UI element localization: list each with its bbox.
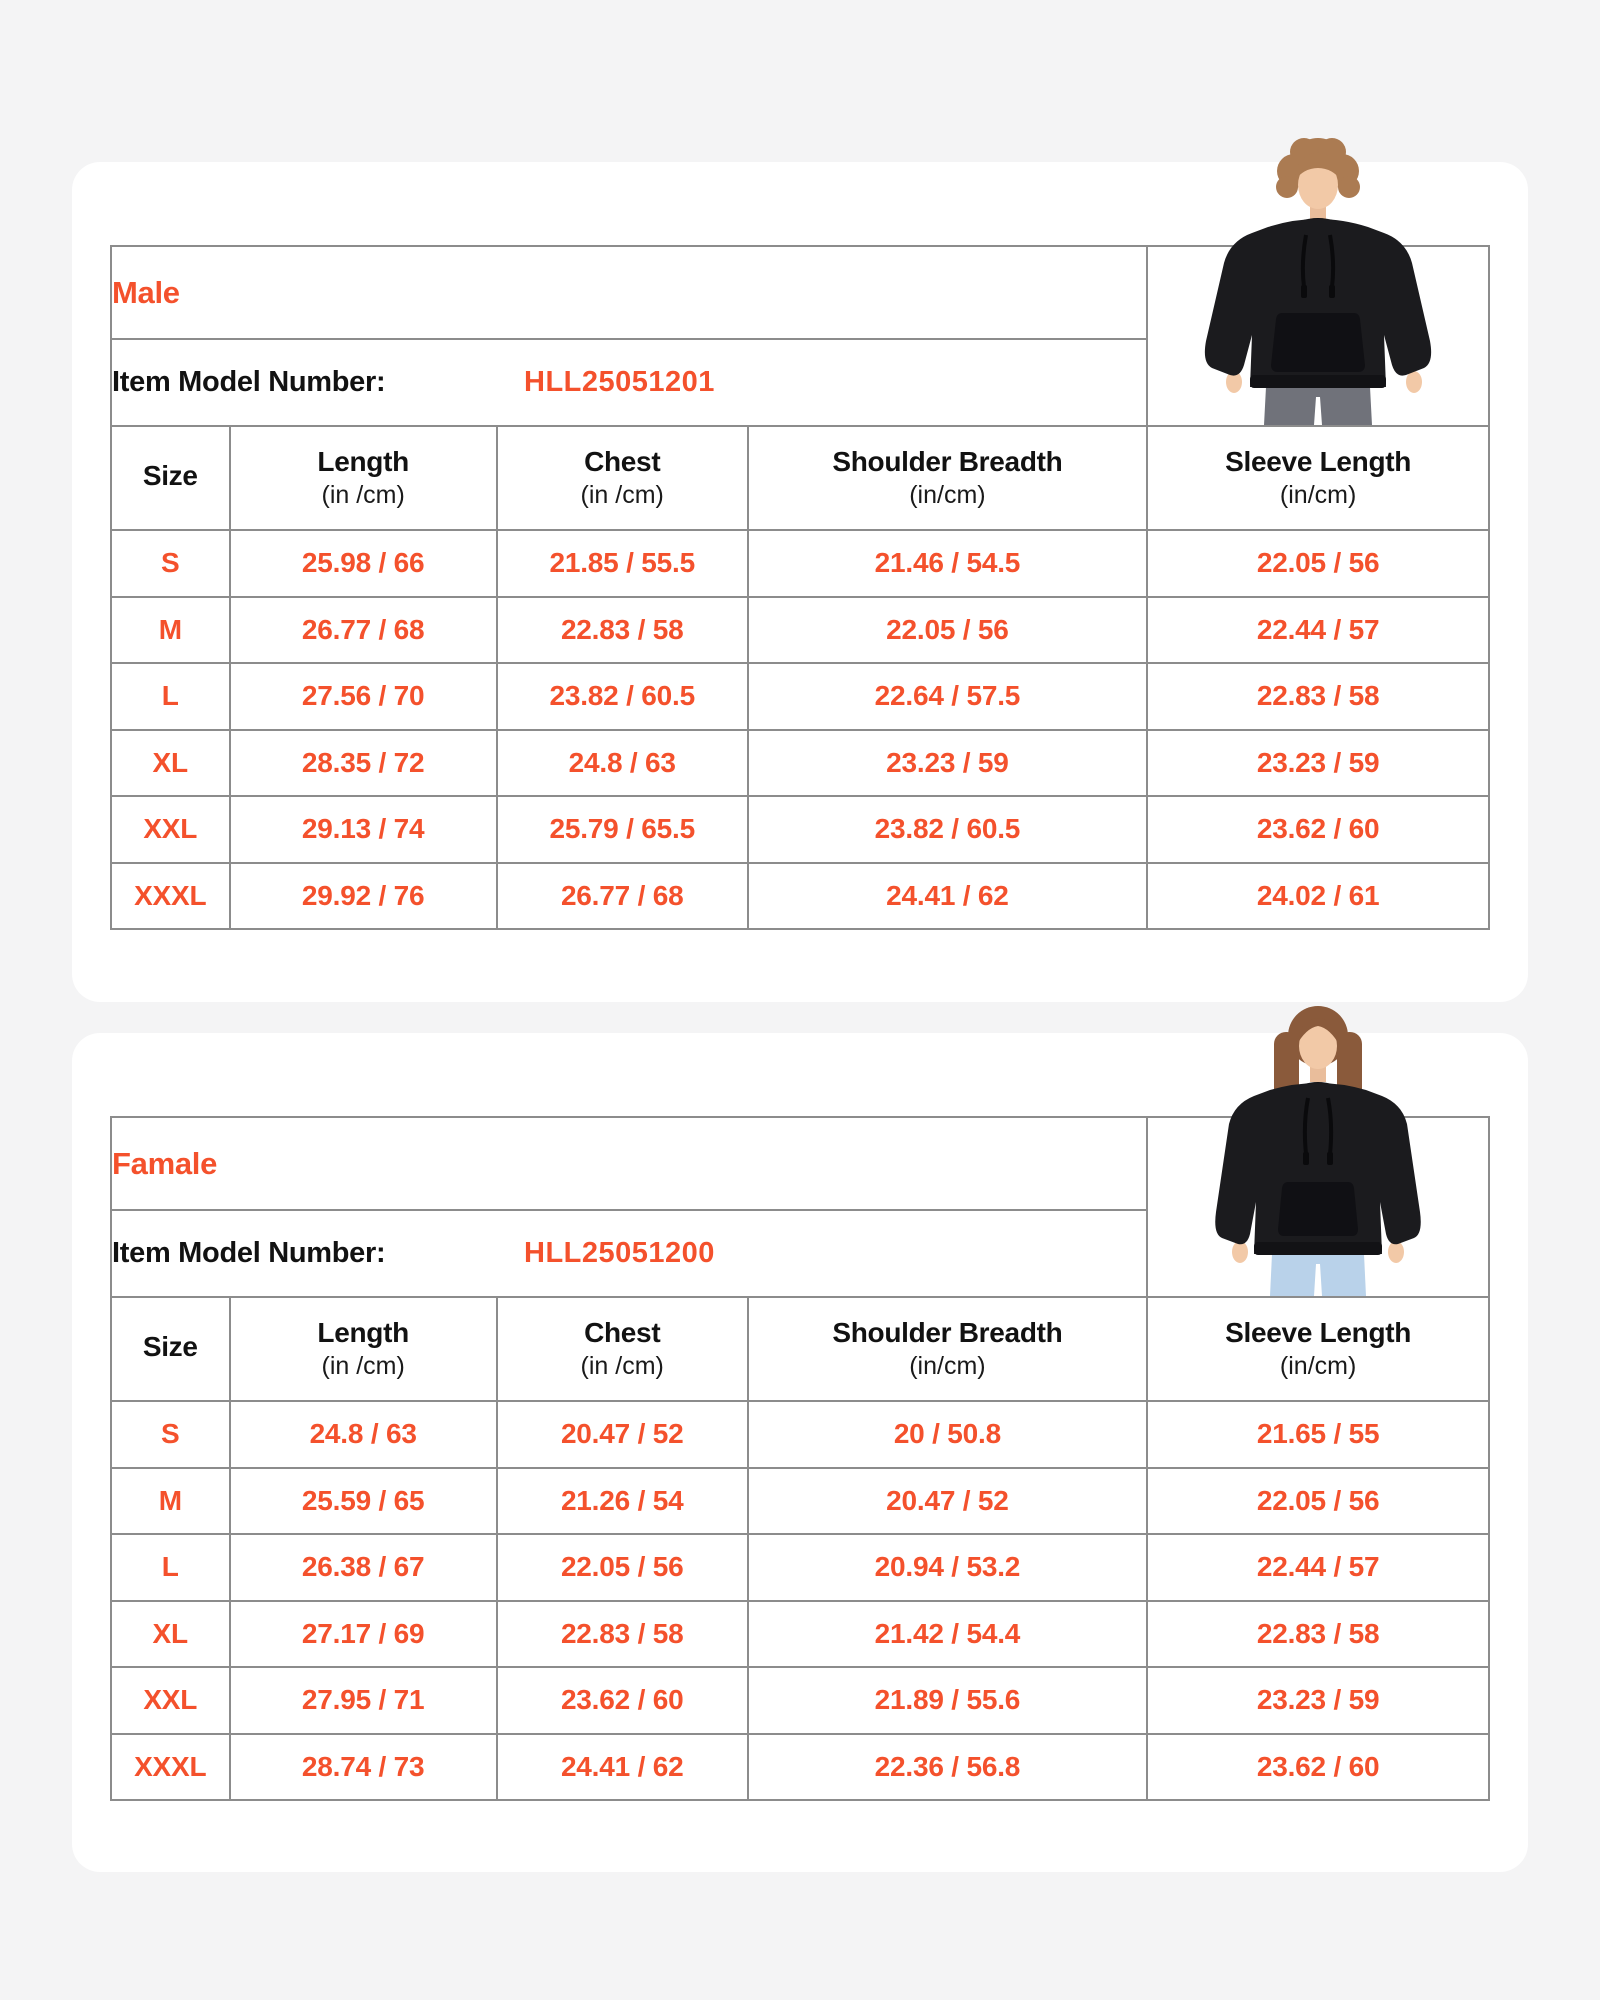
size-cell: L: [111, 663, 230, 730]
size-cell: L: [111, 1534, 230, 1601]
model-photo-cell: [1147, 246, 1489, 426]
left-hand: [1232, 1241, 1248, 1263]
gender-title: Male: [112, 274, 180, 310]
table-row: [111, 246, 1489, 339]
table-row: [111, 1401, 1489, 1468]
table-row: [111, 663, 1489, 730]
shoulder-cell: 21.46 / 54.5: [748, 530, 1148, 597]
size-cell: XL: [111, 730, 230, 797]
gender-title: Famale: [112, 1145, 218, 1181]
chest-cell: 22.05 / 56: [497, 1534, 748, 1601]
col-header-chest: Chest (in /cm): [497, 1297, 748, 1401]
length-cell: 25.59 / 65: [230, 1468, 497, 1535]
size-cell: S: [111, 1401, 230, 1468]
table-row: [111, 530, 1489, 597]
gender-title-cell: [111, 246, 1147, 339]
size-cell: XXXL: [111, 863, 230, 930]
right-hand: [1406, 371, 1422, 393]
col-header-length: Length (in /cm): [230, 1297, 497, 1401]
male-size-chart-card: [72, 162, 1528, 1002]
chest-cell: 22.83 / 58: [497, 597, 748, 664]
size-cell: M: [111, 597, 230, 664]
length-cell: 28.74 / 73: [230, 1734, 497, 1801]
length-cell: 29.92 / 76: [230, 863, 497, 930]
model-number-value: HLL25051200: [524, 1237, 715, 1269]
shoulder-cell: 20 / 50.8: [748, 1401, 1148, 1468]
blue-jeans: [1270, 1254, 1366, 1296]
length-cell: 24.8 / 63: [230, 1401, 497, 1468]
sleeve-cell: 22.83 / 58: [1147, 1601, 1489, 1668]
col-header-size: Size: [111, 1297, 230, 1401]
table-row: [111, 1534, 1489, 1601]
col-header-length: Length (in /cm): [230, 426, 497, 530]
model-number-cell: [111, 1210, 1147, 1297]
sleeve-cell: 22.44 / 57: [1147, 1534, 1489, 1601]
col-header-sleeve-length: Sleeve Length (in/cm): [1147, 426, 1489, 530]
table-row: [111, 863, 1489, 930]
col-header-shoulder-breadth: Shoulder Breadth (in/cm): [748, 1297, 1148, 1401]
table-row: [111, 597, 1489, 664]
chest-cell: 23.82 / 60.5: [497, 663, 748, 730]
chest-cell: 24.8 / 63: [497, 730, 748, 797]
shoulder-cell: 22.36 / 56.8: [748, 1734, 1148, 1801]
size-cell: M: [111, 1468, 230, 1535]
length-cell: 29.13 / 74: [230, 796, 497, 863]
table-row: [111, 1734, 1489, 1801]
sleeve-cell: 23.62 / 60: [1147, 1734, 1489, 1801]
sleeve-cell: 22.44 / 57: [1147, 597, 1489, 664]
size-cell: XXL: [111, 1667, 230, 1734]
col-header-chest: Chest (in /cm): [497, 426, 748, 530]
chest-cell: 21.26 / 54: [497, 1468, 748, 1535]
table-row: [111, 1601, 1489, 1668]
shoulder-cell: 23.82 / 60.5: [748, 796, 1148, 863]
male-size-table: [110, 245, 1490, 930]
model-number-value: HLL25051201: [524, 366, 715, 398]
chest-cell: 22.83 / 58: [497, 1601, 748, 1668]
sleeve-cell: 22.05 / 56: [1147, 530, 1489, 597]
sleeve-cell: 22.83 / 58: [1147, 663, 1489, 730]
kangaroo-pocket: [1278, 1182, 1358, 1236]
kangaroo-pocket: [1271, 313, 1365, 372]
length-cell: 26.77 / 68: [230, 597, 497, 664]
length-cell: 27.95 / 71: [230, 1667, 497, 1734]
chest-cell: 20.47 / 52: [497, 1401, 748, 1468]
col-header-size: Size: [111, 426, 230, 530]
chest-cell: 26.77 / 68: [497, 863, 748, 930]
gender-title-cell: [111, 1117, 1147, 1210]
shoulder-cell: 22.64 / 57.5: [748, 663, 1148, 730]
male-model-photo: [1148, 135, 1488, 425]
sleeve-cell: 23.23 / 59: [1147, 730, 1489, 797]
black-hoodie-icon: [1205, 218, 1431, 388]
shoulder-cell: 23.23 / 59: [748, 730, 1148, 797]
table-row: [111, 730, 1489, 797]
length-cell: 26.38 / 67: [230, 1534, 497, 1601]
sleeve-cell: 23.62 / 60: [1147, 796, 1489, 863]
length-cell: 28.35 / 72: [230, 730, 497, 797]
table-header-row: [111, 426, 1489, 530]
length-cell: 25.98 / 66: [230, 530, 497, 597]
length-cell: 27.17 / 69: [230, 1601, 497, 1668]
shoulder-cell: 20.94 / 53.2: [748, 1534, 1148, 1601]
shoulder-cell: 21.89 / 55.6: [748, 1667, 1148, 1734]
size-cell: XXXL: [111, 1734, 230, 1801]
female-size-table: [110, 1116, 1490, 1801]
shoulder-cell: 21.42 / 54.4: [748, 1601, 1148, 1668]
table-header-row: [111, 1297, 1489, 1401]
shoulder-cell: 22.05 / 56: [748, 597, 1148, 664]
table-row: [111, 1667, 1489, 1734]
col-header-shoulder-breadth: Shoulder Breadth (in/cm): [748, 426, 1148, 530]
table-row: [111, 796, 1489, 863]
size-cell: XL: [111, 1601, 230, 1668]
model-number-cell: [111, 339, 1147, 426]
chest-cell: 23.62 / 60: [497, 1667, 748, 1734]
table-row: [111, 1117, 1489, 1210]
sleeve-cell: 23.23 / 59: [1147, 1667, 1489, 1734]
model-number-label: Item Model Number:: [112, 366, 386, 398]
chest-cell: 24.41 / 62: [497, 1734, 748, 1801]
chest-cell: 25.79 / 65.5: [497, 796, 748, 863]
female-model-photo: [1148, 996, 1488, 1296]
size-cell: S: [111, 530, 230, 597]
female-size-chart-card: [72, 1033, 1528, 1872]
gray-sweatpants: [1264, 387, 1372, 425]
size-cell: XXL: [111, 796, 230, 863]
model-number-label: Item Model Number:: [112, 1237, 386, 1269]
shoulder-cell: 24.41 / 62: [748, 863, 1148, 930]
black-hoodie-icon: [1215, 1082, 1421, 1255]
sleeve-cell: 21.65 / 55: [1147, 1401, 1489, 1468]
chest-cell: 21.85 / 55.5: [497, 530, 748, 597]
length-cell: 27.56 / 70: [230, 663, 497, 730]
shoulder-cell: 20.47 / 52: [748, 1468, 1148, 1535]
sleeve-cell: 24.02 / 61: [1147, 863, 1489, 930]
col-header-sleeve-length: Sleeve Length (in/cm): [1147, 1297, 1489, 1401]
right-hand: [1388, 1241, 1404, 1263]
model-photo-cell: [1147, 1117, 1489, 1297]
sleeve-cell: 22.05 / 56: [1147, 1468, 1489, 1535]
table-row: [111, 1468, 1489, 1535]
